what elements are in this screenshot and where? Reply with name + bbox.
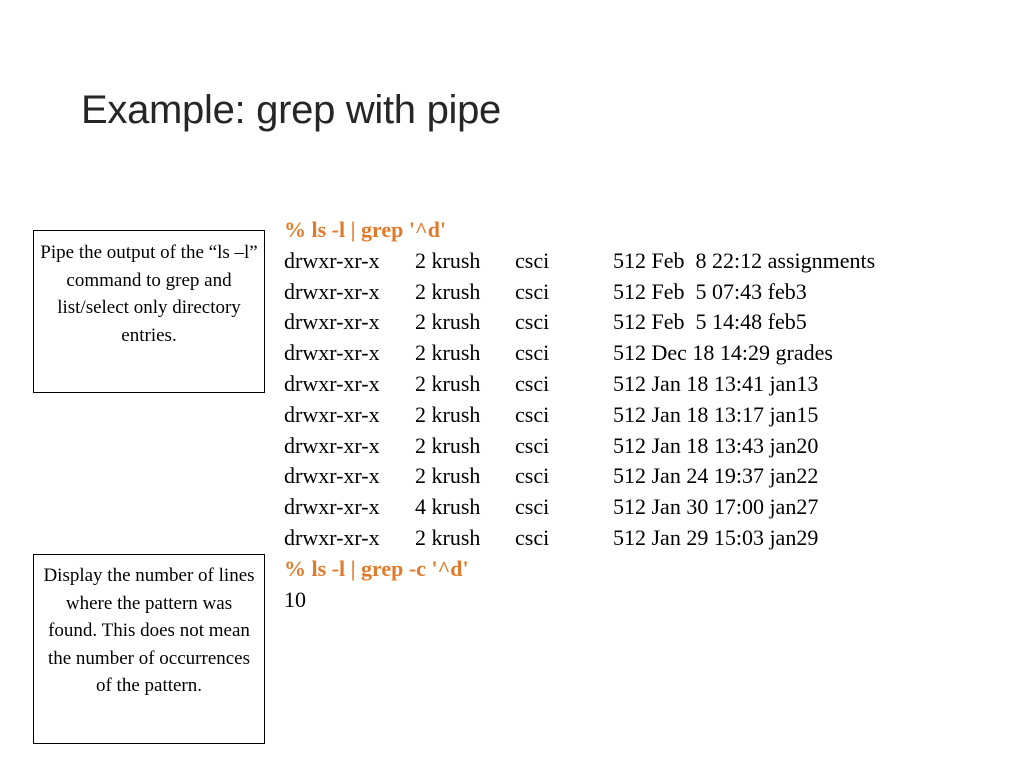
row-group: csci	[515, 463, 550, 489]
row-links-owner: 2 krush	[415, 247, 481, 273]
row-links-owner: 2 krush	[415, 463, 481, 489]
row-permissions: drwxr-xr-x	[284, 463, 380, 489]
row-group: csci	[515, 401, 550, 427]
directory-listing	[284, 246, 875, 554]
row-group: csci	[515, 309, 550, 335]
row-group: csci	[515, 370, 550, 396]
row-links-owner: 4 krush	[415, 494, 481, 520]
row-size-date-name: 512 Jan 30 17:00 jan27	[613, 494, 819, 520]
row-permissions: drwxr-xr-x	[284, 432, 380, 458]
row-group: csci	[515, 432, 550, 458]
row-size-date-name: 512 Feb 8 22:12 assignments	[613, 247, 876, 273]
row-links-owner: 2 krush	[415, 340, 481, 366]
pipe-explanation-note: Pipe the output of the “ls –l” command to grep and list/select only directory entries.	[33, 230, 265, 393]
listing-row	[284, 246, 875, 277]
grep-command: % ls -l | grep '^d'	[284, 217, 447, 242]
terminal-output	[284, 215, 875, 615]
row-size-date-name: 512 Feb 5 14:48 feb5	[613, 309, 807, 335]
row-size-date-name: 512 Jan 18 13:41 jan13	[613, 370, 819, 396]
row-group: csci	[515, 524, 550, 550]
listing-row	[284, 277, 875, 308]
row-permissions: drwxr-xr-x	[284, 494, 380, 520]
grep-count-command: % ls -l | grep -c '^d'	[284, 555, 469, 581]
row-group: csci	[515, 340, 550, 366]
row-size-date-name: 512 Jan 18 13:17 jan15	[613, 401, 819, 427]
row-links-owner: 2 krush	[415, 309, 481, 335]
page-title: Example: grep with pipe	[81, 88, 501, 132]
row-permissions: drwxr-xr-x	[284, 309, 380, 335]
row-size-date-name: 512 Feb 5 07:43 feb3	[613, 278, 807, 304]
count-result: 10	[284, 586, 306, 612]
row-links-owner: 2 krush	[415, 401, 481, 427]
row-permissions: drwxr-xr-x	[284, 340, 380, 366]
row-group: csci	[515, 247, 550, 273]
listing-row	[284, 307, 875, 338]
count-explanation-note: Display the number of lines where the pattern was found. This does not mean the number of occurrences of the pattern.	[33, 554, 265, 744]
row-permissions: drwxr-xr-x	[284, 370, 380, 396]
listing-row	[284, 369, 875, 400]
row-permissions: drwxr-xr-x	[284, 247, 380, 273]
listing-row	[284, 461, 875, 492]
row-size-date-name: 512 Jan 29 15:03 jan29	[613, 524, 819, 550]
row-size-date-name: 512 Jan 18 13:43 jan20	[613, 432, 819, 458]
row-links-owner: 2 krush	[415, 432, 481, 458]
row-permissions: drwxr-xr-x	[284, 524, 380, 550]
listing-row	[284, 492, 875, 523]
row-links-owner: 2 krush	[415, 278, 481, 304]
row-permissions: drwxr-xr-x	[284, 401, 380, 427]
listing-row	[284, 338, 875, 369]
row-size-date-name: 512 Dec 18 14:29 grades	[613, 340, 833, 366]
row-group: csci	[515, 278, 550, 304]
row-size-date-name: 512 Jan 24 19:37 jan22	[613, 463, 819, 489]
row-group: csci	[515, 494, 550, 520]
listing-row	[284, 400, 875, 431]
listing-row	[284, 431, 875, 462]
row-links-owner: 2 krush	[415, 370, 481, 396]
row-links-owner: 2 krush	[415, 524, 481, 550]
listing-row	[284, 523, 875, 554]
row-permissions: drwxr-xr-x	[284, 278, 380, 304]
